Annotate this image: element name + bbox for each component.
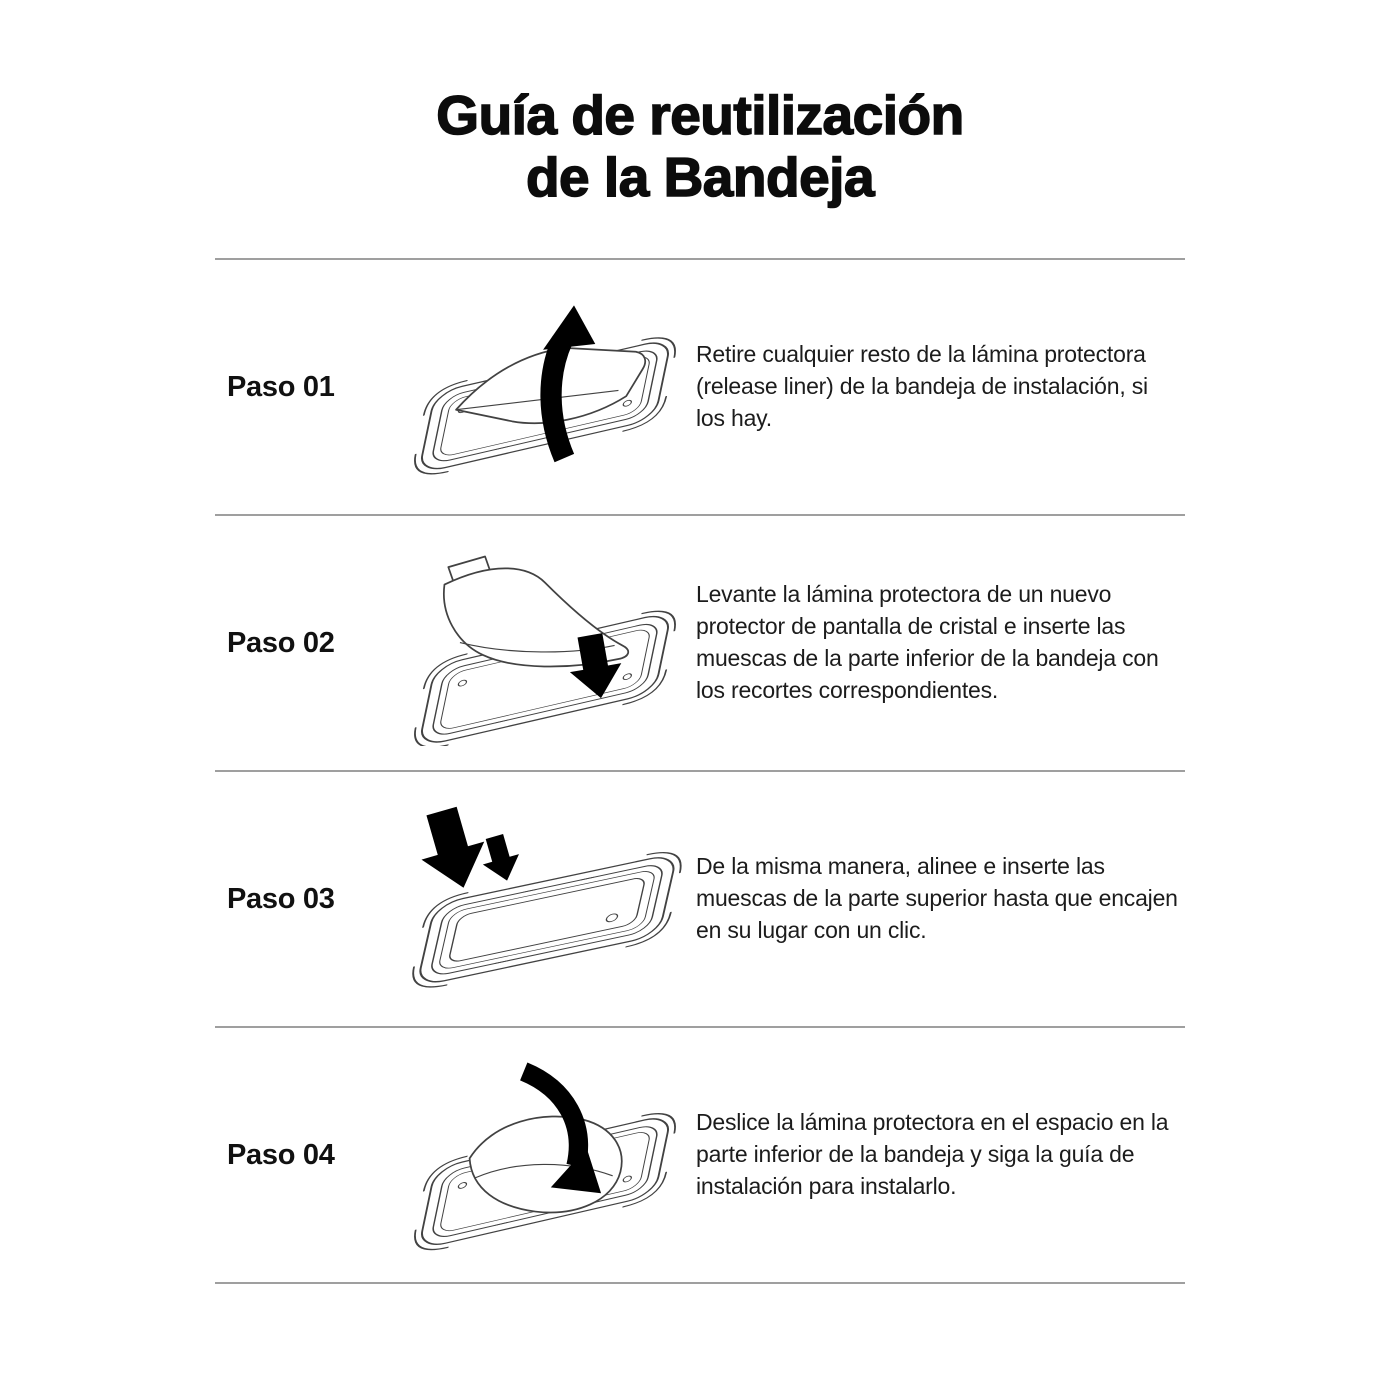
step4-description: Deslice la lámina protectora en el espacio en la parte inferior de la bandeja y siga la guía de instalación para instalarlo. xyxy=(696,1109,1169,1200)
step4-label: Paso 04 xyxy=(227,1138,335,1171)
step-row-4 xyxy=(215,1026,1185,1282)
step1-illustration xyxy=(400,285,690,490)
tray-peel-film-icon xyxy=(400,285,690,490)
tray-slide-liner-icon xyxy=(400,1053,690,1258)
step-row-3 xyxy=(215,770,1185,1026)
step2-illustration xyxy=(400,541,690,746)
step3-description: De la misma manera, alinee e inserte las muescas de la parte superior hasta que encajen en su lugar con un clic. xyxy=(696,853,1178,944)
step3-label: Paso 03 xyxy=(227,882,335,915)
steps-list xyxy=(215,258,1185,1284)
step1-description: Retire cualquier resto de la lámina protectora (release liner) de la bandeja de instalación, si los hay. xyxy=(696,341,1148,432)
tray-insert-protector-icon xyxy=(400,541,690,746)
step2-description: Levante la lámina protectora de un nuevo protector de pantalla de cristal e inserte las muescas de la parte inferior de la bandeja con los recortes correspondientes. xyxy=(696,581,1159,704)
tray-press-top-icon xyxy=(400,797,690,1002)
step1-label: Paso 01 xyxy=(227,370,335,403)
step-row-1 xyxy=(215,258,1185,514)
step2-label: Paso 02 xyxy=(227,626,335,659)
step3-illustration xyxy=(400,797,690,1002)
page-title-line1: Guía de reutilización xyxy=(436,84,964,146)
step-row-2 xyxy=(215,514,1185,770)
page-title-line2: de la Bandeja xyxy=(525,146,875,209)
page-title xyxy=(0,84,1400,208)
bottom-divider xyxy=(215,1282,1185,1284)
double-down-arrows-icon xyxy=(410,802,525,897)
inserted-glass xyxy=(448,876,646,963)
step4-illustration xyxy=(400,1053,690,1258)
